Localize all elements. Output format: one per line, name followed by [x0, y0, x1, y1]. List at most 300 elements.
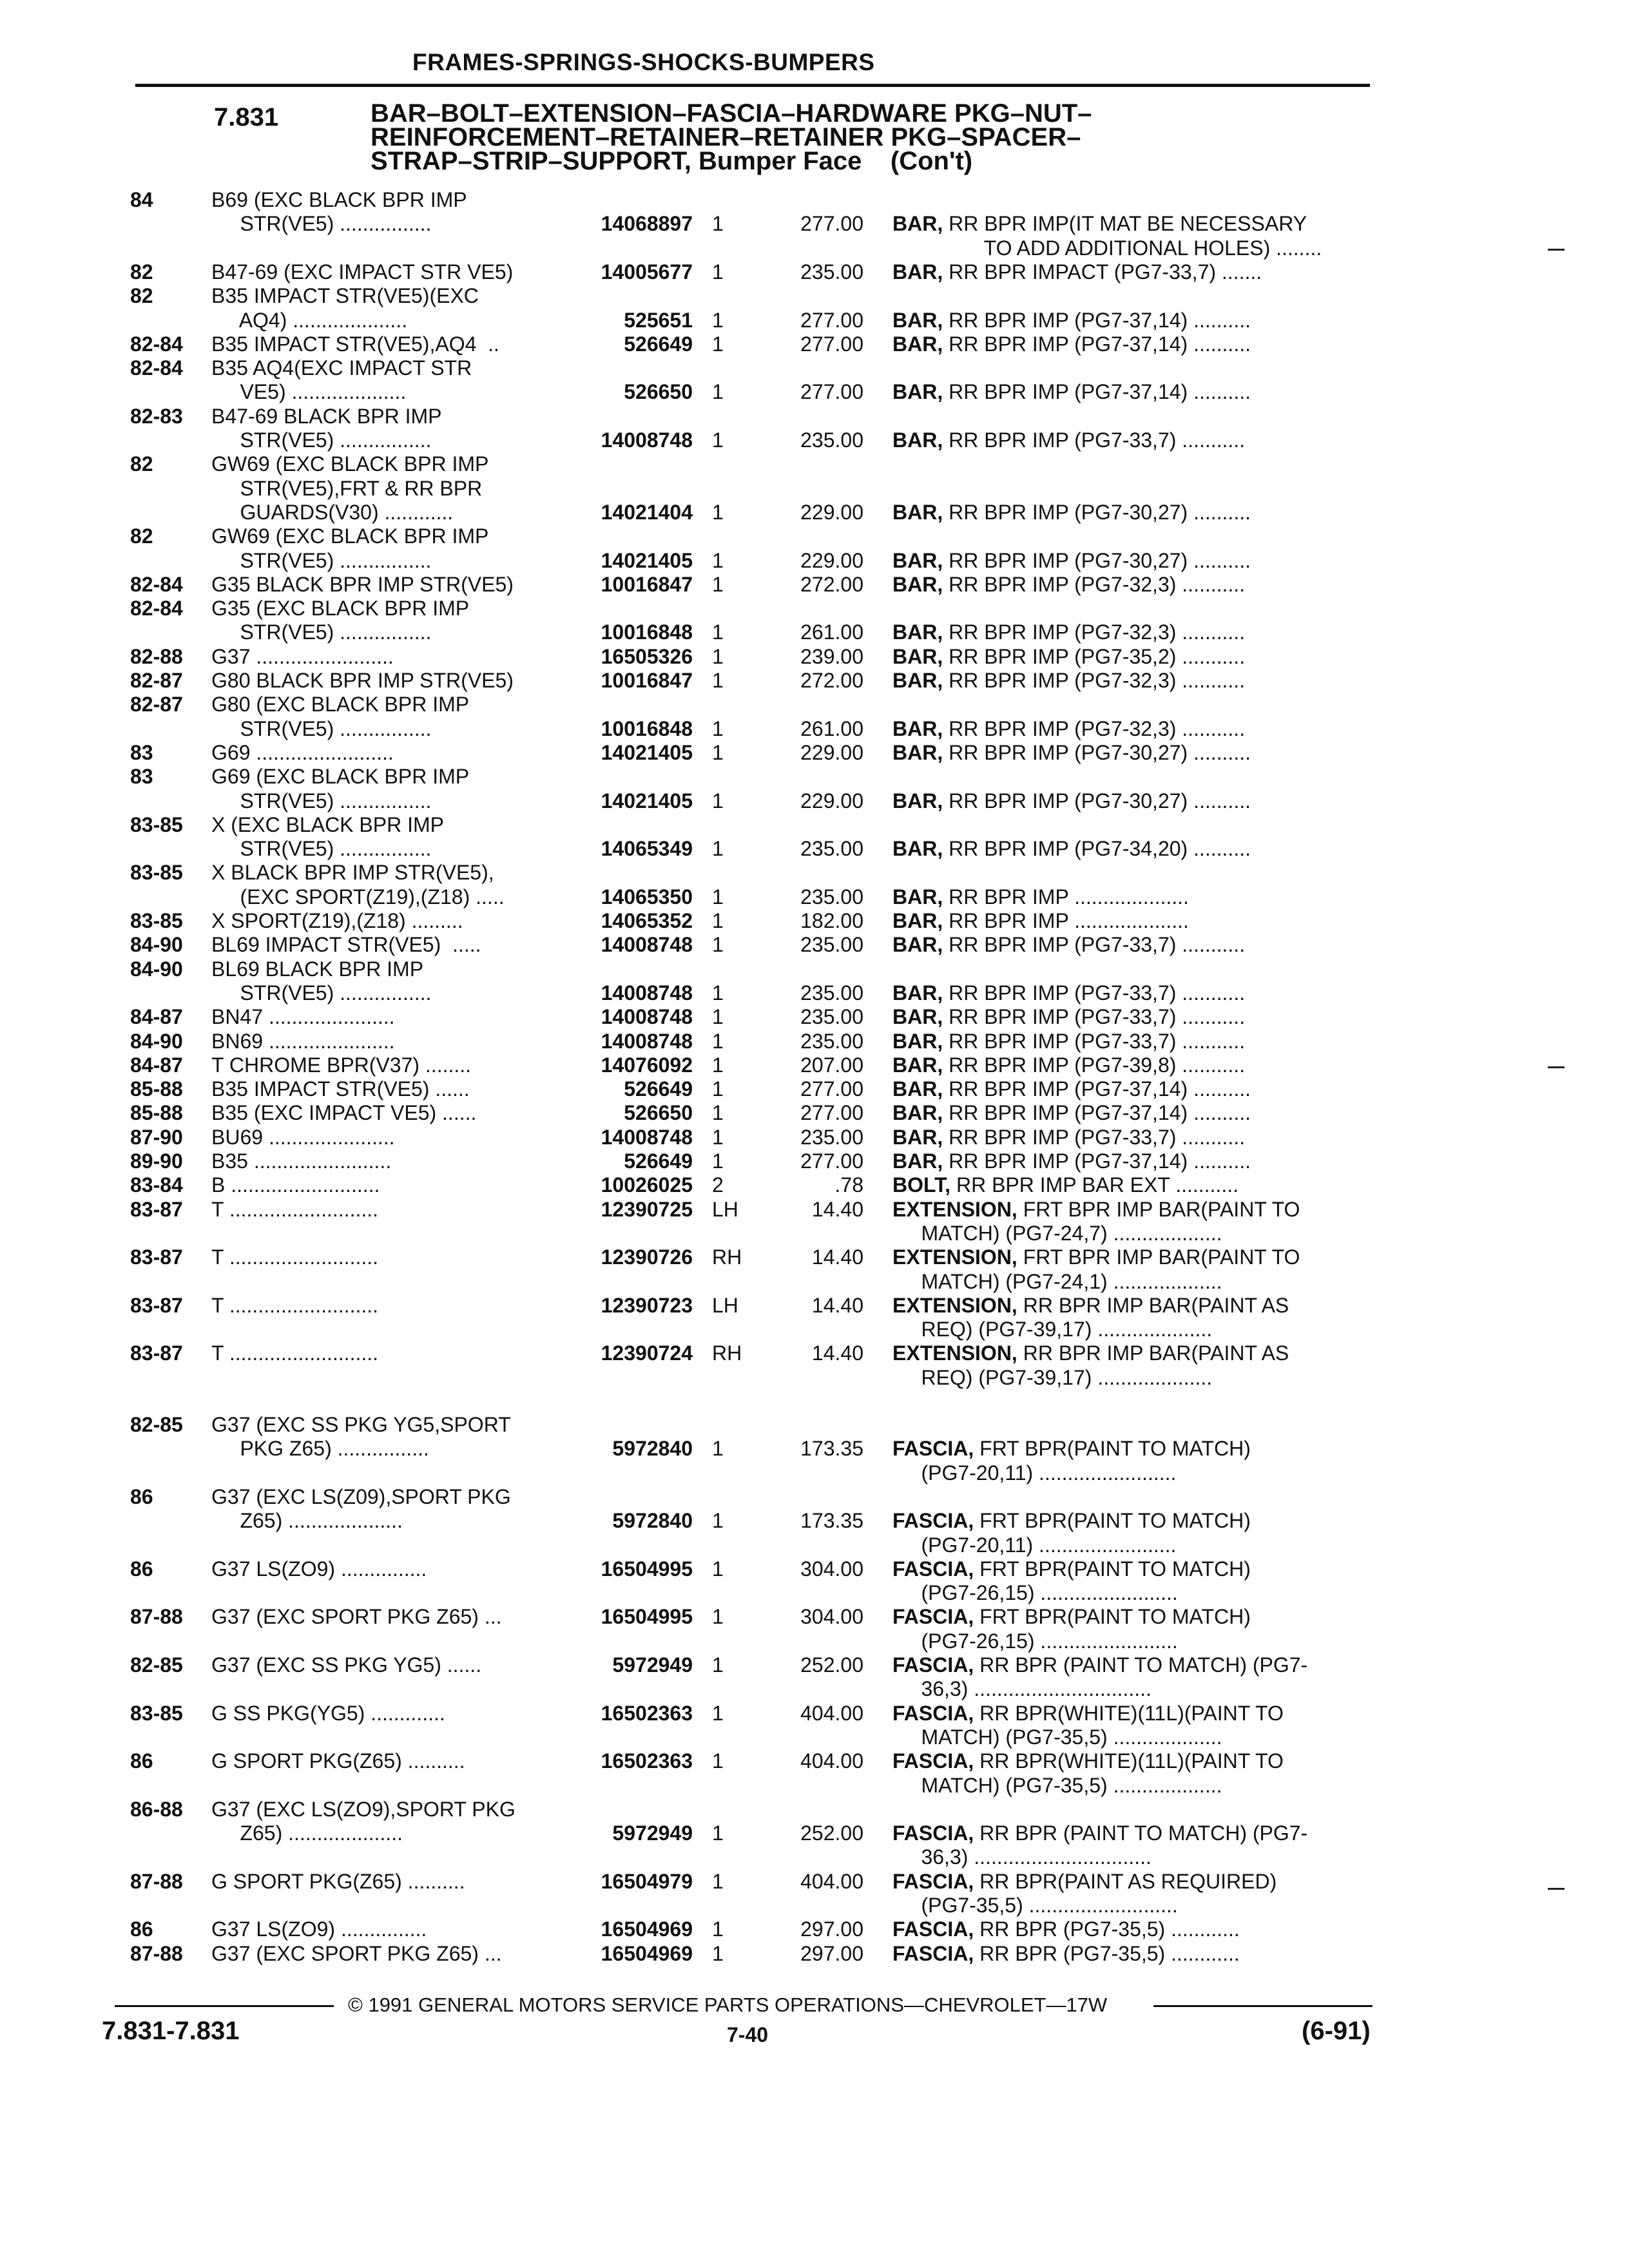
row-qty: 1 [712, 1077, 724, 1101]
row-price: 14.40 [811, 1197, 863, 1221]
row-pn: 16502363 [601, 1749, 693, 1773]
row-price: 252.00 [800, 1821, 863, 1845]
row-desc: BAR, RR BPR IMP (PG7-32,3) ........... [892, 669, 1246, 692]
row-pn: 12390726 [601, 1245, 693, 1269]
row-pn: 12390723 [601, 1293, 693, 1317]
row-yr: 87-88 [130, 1605, 183, 1629]
row-pn: 14021404 [601, 500, 693, 524]
row-price: 277.00 [800, 1101, 863, 1125]
row-desc: FASCIA, RR BPR (PG7-35,5) ............ [892, 1917, 1240, 1941]
row-pn: 14008748 [601, 933, 693, 957]
row-qty: 1 [712, 620, 724, 644]
row-pn: 10016848 [601, 716, 693, 740]
row-yr: 82-83 [130, 404, 183, 428]
row-model: STR(VE5) ................ [211, 789, 432, 812]
row-qty: 1 [712, 1869, 724, 1893]
margin-mark [1548, 249, 1565, 251]
row-pn: 14021405 [601, 740, 693, 764]
row-qty: 1 [712, 1821, 724, 1845]
row-price: 277.00 [800, 212, 863, 236]
row-qty: RH [712, 1245, 742, 1269]
row-desc: BAR, RR BPR IMP .................... [892, 909, 1189, 932]
row-yr: 86 [130, 1917, 153, 1941]
row-pn: 16502363 [601, 1701, 693, 1725]
row-model: B35 (EXC IMPACT VE5) ...... [211, 1101, 477, 1125]
row-desc: FASCIA, FRT BPR(PAINT TO MATCH) [892, 1605, 1251, 1629]
row-pn: 14076092 [601, 1053, 693, 1077]
row-model: STR(VE5),FRT & RR BPR [211, 476, 483, 500]
row-desc: EXTENSION, FRT BPR IMP BAR(PAINT TO [892, 1197, 1300, 1221]
row-model: AQ4) .................... [211, 308, 408, 332]
row-pn: 14021405 [601, 789, 693, 812]
row-model: BN47 ...................... [211, 1005, 395, 1029]
row-pn: 526650 [624, 380, 693, 404]
row-qty: 1 [712, 981, 724, 1004]
margin-mark [1548, 1066, 1565, 1068]
copyright-notice: © 1991 GENERAL MOTORS SERVICE PARTS OPERATIONS—CHEVROLET—17W [348, 1994, 1108, 2016]
row-price: 304.00 [800, 1557, 863, 1581]
row-model: BL69 IMPACT STR(VE5) ..... [211, 933, 481, 957]
row-pn: 14008748 [601, 1005, 693, 1029]
row-model: G SS PKG(YG5) ............. [211, 1701, 445, 1725]
row-price: 261.00 [800, 620, 863, 644]
row-model: G69 ........................ [211, 740, 394, 764]
row-qty: 1 [712, 428, 724, 452]
row-desc: BAR, RR BPR IMP (PG7-37,14) .......... [892, 1101, 1251, 1125]
row-model: GUARDS(V30) ............ [211, 500, 454, 524]
row-yr: 82 [130, 260, 153, 284]
row-price: 229.00 [800, 548, 863, 572]
row-pn: 14068897 [601, 212, 693, 236]
row-qty: RH [712, 1341, 742, 1365]
row-desc: (PG7-20,11) ........................ [892, 1533, 1177, 1557]
row-desc: BAR, RR BPR IMP (PG7-33,7) ........... [892, 428, 1246, 452]
row-desc: BAR, RR BPR IMP (PG7-37,14) .......... [892, 332, 1251, 356]
row-pn: 16504995 [601, 1557, 693, 1581]
row-desc: MATCH) (PG7-24,7) ................... [892, 1221, 1222, 1245]
row-yr: 83-85 [130, 812, 183, 836]
row-price: 277.00 [800, 1149, 863, 1173]
row-price: 252.00 [800, 1653, 863, 1677]
row-price: 173.35 [800, 1509, 863, 1533]
row-qty: 1 [712, 1509, 724, 1533]
row-yr: 82-88 [130, 644, 183, 668]
row-model: X (EXC BLACK BPR IMP [211, 812, 444, 836]
row-pn: 526649 [624, 1149, 693, 1173]
row-model: BN69 ...................... [211, 1029, 395, 1053]
row-yr: 82 [130, 524, 153, 548]
row-desc: BAR, RR BPR IMP (PG7-33,7) ........... [892, 1029, 1246, 1053]
row-price: 235.00 [800, 1029, 863, 1053]
row-yr: 83 [130, 740, 153, 764]
row-yr: 83-85 [130, 909, 183, 932]
row-model: G37 (EXC LS(ZO9),SPORT PKG [211, 1797, 516, 1821]
row-pn: 14065349 [601, 837, 693, 861]
row-yr: 83-87 [130, 1197, 183, 1221]
row-yr: 84-90 [130, 957, 183, 981]
row-yr: 83 [130, 765, 153, 789]
row-pn: 525651 [624, 308, 693, 332]
row-desc: REQ) (PG7-39,17) .................... [892, 1318, 1213, 1341]
row-desc: MATCH) (PG7-24,1) ................... [892, 1269, 1222, 1293]
row-price: 182.00 [800, 909, 863, 932]
row-desc: 36,3) ............................... [892, 1677, 1152, 1701]
row-model: (EXC SPORT(Z19),(Z18) ..... [211, 885, 505, 908]
section-number: 7.831 [214, 103, 279, 131]
row-model: G37 (EXC SS PKG YG5,SPORT [211, 1413, 511, 1436]
row-model: Z65) .................... [211, 1821, 403, 1845]
row-desc: (PG7-20,11) ........................ [892, 1461, 1177, 1485]
row-model: G69 (EXC BLACK BPR IMP [211, 765, 470, 789]
row-model: B35 IMPACT STR(VE5),AQ4 .. [211, 332, 499, 356]
row-price: 229.00 [800, 740, 863, 764]
row-desc: BOLT, RR BPR IMP BAR EXT ........... [892, 1173, 1239, 1197]
row-qty: 1 [712, 933, 724, 957]
row-yr: 85-88 [130, 1077, 183, 1101]
row-desc: FASCIA, RR BPR (PAINT TO MATCH) (PG7- [892, 1653, 1308, 1677]
row-desc: BAR, RR BPR IMP (PG7-33,7) ........... [892, 1005, 1246, 1029]
row-model: STR(VE5) ................ [211, 212, 432, 236]
row-pn: 10016848 [601, 620, 693, 644]
row-qty: 1 [712, 1701, 724, 1725]
row-model: G37 LS(ZO9) ............... [211, 1557, 427, 1581]
row-model: B35 IMPACT STR(VE5) ...... [211, 1077, 470, 1101]
row-price: 261.00 [800, 716, 863, 740]
row-yr: 83-84 [130, 1173, 183, 1197]
row-pn: 5972840 [612, 1437, 693, 1461]
footer-date: (6-91) [1302, 2017, 1371, 2045]
section-title [371, 99, 1092, 175]
row-yr: 82-84 [130, 572, 183, 596]
row-model: T CHROME BPR(V37) ........ [211, 1053, 472, 1077]
row-pn: 10026025 [601, 1173, 693, 1197]
row-price: 277.00 [800, 308, 863, 332]
row-qty: 1 [712, 1125, 724, 1149]
row-price: .78 [834, 1173, 863, 1197]
row-price: 297.00 [800, 1917, 863, 1941]
row-desc: FASCIA, RR BPR (PAINT TO MATCH) (PG7- [892, 1821, 1308, 1845]
row-pn: 16505326 [601, 644, 693, 668]
row-yr: 82 [130, 452, 153, 476]
row-model: G80 BLACK BPR IMP STR(VE5) [211, 669, 514, 692]
row-desc: FASCIA, FRT BPR(PAINT TO MATCH) [892, 1509, 1251, 1533]
row-model: X SPORT(Z19),(Z18) ......... [211, 909, 463, 932]
row-model: G35 BLACK BPR IMP STR(VE5) [211, 572, 514, 596]
row-pn: 12390724 [601, 1341, 693, 1365]
row-model: G80 (EXC BLACK BPR IMP [211, 693, 470, 716]
row-desc: FASCIA, FRT BPR(PAINT TO MATCH) [892, 1557, 1251, 1581]
row-desc: FASCIA, RR BPR(PAINT AS REQUIRED) [892, 1869, 1277, 1893]
row-yr: 87-88 [130, 1869, 183, 1893]
row-pn: 526649 [624, 332, 693, 356]
row-yr: 86 [130, 1557, 153, 1581]
row-desc: BAR, RR BPR IMP (PG7-30,27) .......... [892, 548, 1251, 572]
row-pn: 14005677 [601, 260, 693, 284]
row-qty: 1 [712, 1101, 724, 1125]
row-model: B35 IMPACT STR(VE5)(EXC [211, 284, 479, 308]
row-model: B47-69 (EXC IMPACT STR VE5) [211, 260, 514, 284]
row-yr: 86-88 [130, 1797, 183, 1821]
row-desc: BAR, RR BPR IMP (PG7-37,14) .......... [892, 1149, 1251, 1173]
row-price: 229.00 [800, 500, 863, 524]
row-desc: BAR, RR BPR IMP (PG7-30,27) .......... [892, 789, 1251, 812]
row-desc: (PG7-35,5) .......................... [892, 1894, 1178, 1917]
row-yr: 82 [130, 284, 153, 308]
row-model: VE5) .................... [211, 380, 407, 404]
row-price: 272.00 [800, 572, 863, 596]
row-desc: EXTENSION, RR BPR IMP BAR(PAINT AS [892, 1341, 1289, 1365]
row-desc: REQ) (PG7-39,17) .................... [892, 1365, 1213, 1389]
row-qty: 1 [712, 1653, 724, 1677]
row-model: G37 (EXC SS PKG YG5) ...... [211, 1653, 482, 1677]
row-qty: 1 [712, 740, 724, 764]
row-yr: 82-85 [130, 1653, 183, 1677]
row-qty: 1 [712, 380, 724, 404]
section-title-line-2: REINFORCEMENT–RETAINER–RETAINER PKG–SPACER– [371, 123, 1081, 151]
row-model: G35 (EXC BLACK BPR IMP [211, 597, 470, 620]
row-pn: 14065352 [601, 909, 693, 932]
footer-section-range: 7.831-7.831 [102, 2017, 240, 2045]
row-price: 235.00 [800, 260, 863, 284]
page-header-title: FRAMES-SPRINGS-SHOCKS-BUMPERS [412, 49, 875, 75]
row-pn: 12390725 [601, 1197, 693, 1221]
row-desc: (PG7-26,15) ........................ [892, 1629, 1178, 1653]
row-yr: 82-85 [130, 1413, 183, 1436]
row-pn: 14008748 [601, 428, 693, 452]
row-qty: 1 [712, 260, 724, 284]
row-pn: 5972949 [612, 1821, 693, 1845]
row-pn: 14008748 [601, 981, 693, 1004]
row-desc: BAR, RR BPR IMP (PG7-32,3) ........... [892, 572, 1246, 596]
row-price: 404.00 [800, 1749, 863, 1773]
row-qty: 1 [712, 1053, 724, 1077]
row-desc: FASCIA, RR BPR (PG7-35,5) ............ [892, 1941, 1240, 1965]
row-price: 235.00 [800, 428, 863, 452]
row-desc: BAR, RR BPR IMP (PG7-37,14) .......... [892, 308, 1251, 332]
row-price: 277.00 [800, 380, 863, 404]
row-pn: 16504969 [601, 1917, 693, 1941]
row-qty: 1 [712, 644, 724, 668]
row-yr: 86 [130, 1749, 153, 1773]
row-desc: MATCH) (PG7-35,5) ................... [892, 1773, 1222, 1797]
row-pn: 5972840 [612, 1509, 693, 1533]
row-yr: 89-90 [130, 1149, 183, 1173]
row-model: B35 AQ4(EXC IMPACT STR [211, 356, 472, 380]
row-price: 404.00 [800, 1701, 863, 1725]
row-pn: 16504969 [601, 1941, 693, 1965]
row-desc: BAR, RR BPR IMP (PG7-30,27) .......... [892, 500, 1251, 524]
row-model: STR(VE5) ................ [211, 548, 432, 572]
row-price: 277.00 [800, 1077, 863, 1101]
row-yr: 85-88 [130, 1101, 183, 1125]
row-yr: 83-87 [130, 1245, 183, 1269]
row-model: X BLACK BPR IMP STR(VE5), [211, 861, 494, 885]
row-model: G37 LS(ZO9) ............... [211, 1917, 427, 1941]
row-model: G37 (EXC LS(Z09),SPORT PKG [211, 1485, 511, 1508]
row-qty: 1 [712, 837, 724, 861]
row-pn: 16504979 [601, 1869, 693, 1893]
row-model: T .......................... [211, 1245, 379, 1269]
row-yr: 84-90 [130, 1029, 183, 1053]
row-model: STR(VE5) ................ [211, 981, 432, 1004]
row-desc: BAR, RR BPR IMP (PG7-34,20) .......... [892, 837, 1251, 861]
row-pn: 10016847 [601, 669, 693, 692]
row-price: 297.00 [800, 1941, 863, 1965]
row-qty: 1 [712, 1029, 724, 1053]
footer-rule-left [115, 2005, 334, 2007]
row-model: GW69 (EXC BLACK BPR IMP [211, 524, 489, 548]
row-desc: BAR, RR BPR IMP (PG7-33,7) ........... [892, 933, 1246, 957]
footer-rule-right [1153, 2005, 1373, 2007]
row-model: G SPORT PKG(Z65) .......... [211, 1749, 465, 1773]
row-desc: BAR, RR BPR IMP (PG7-33,7) ........... [892, 1125, 1246, 1149]
row-price: 235.00 [800, 933, 863, 957]
row-model: BU69 ...................... [211, 1125, 395, 1149]
row-qty: 1 [712, 1917, 724, 1941]
row-desc: BAR, RR BPR IMP(IT MAT BE NECESSARY [892, 212, 1307, 236]
row-pn: 5972949 [612, 1653, 693, 1677]
row-model: T .......................... [211, 1197, 379, 1221]
row-qty: 1 [712, 789, 724, 812]
row-yr: 84-87 [130, 1005, 183, 1029]
row-desc: FASCIA, RR BPR(WHITE)(11L)(PAINT TO [892, 1701, 1284, 1725]
row-desc: FASCIA, RR BPR(WHITE)(11L)(PAINT TO [892, 1749, 1284, 1773]
row-model: G SPORT PKG(Z65) .......... [211, 1869, 465, 1893]
row-yr: 82-87 [130, 669, 183, 692]
row-yr: 83-85 [130, 1701, 183, 1725]
row-model: STR(VE5) ................ [211, 716, 432, 740]
row-qty: 1 [712, 1557, 724, 1581]
row-yr: 82-84 [130, 332, 183, 356]
row-price: 304.00 [800, 1605, 863, 1629]
row-model: PKG Z65) ................ [211, 1437, 429, 1461]
row-price: 235.00 [800, 837, 863, 861]
row-desc: BAR, RR BPR IMP (PG7-39,8) ........... [892, 1053, 1246, 1077]
row-desc: EXTENSION, RR BPR IMP BAR(PAINT AS [892, 1293, 1289, 1317]
row-price: 229.00 [800, 789, 863, 812]
row-model: B69 (EXC BLACK BPR IMP [211, 188, 467, 211]
row-qty: 1 [712, 500, 724, 524]
row-yr: 84-87 [130, 1053, 183, 1077]
row-price: 14.40 [811, 1341, 863, 1365]
row-model: B .......................... [211, 1173, 380, 1197]
row-pn: 14021405 [601, 548, 693, 572]
row-model: STR(VE5) ................ [211, 837, 432, 861]
row-desc: BAR, RR BPR IMP (PG7-37,14) .......... [892, 380, 1251, 404]
row-desc: FASCIA, FRT BPR(PAINT TO MATCH) [892, 1437, 1251, 1461]
row-desc: BAR, RR BPR IMP (PG7-33,7) ........... [892, 981, 1246, 1004]
row-yr: 82-87 [130, 693, 183, 716]
header-rule [135, 84, 1370, 87]
row-model: BL69 BLACK BPR IMP [211, 957, 424, 981]
row-yr: 86 [130, 1485, 153, 1508]
row-model: G37 (EXC SPORT PKG Z65) ... [211, 1605, 502, 1629]
row-yr: 82-84 [130, 356, 183, 380]
row-pn: 526649 [624, 1077, 693, 1101]
row-qty: 1 [712, 1605, 724, 1629]
row-qty: 1 [712, 548, 724, 572]
row-model: G37 (EXC SPORT PKG Z65) ... [211, 1941, 502, 1965]
row-pn: 14008748 [601, 1029, 693, 1053]
row-price: 404.00 [800, 1869, 863, 1893]
row-desc: TO ADD ADDITIONAL HOLES) ........ [892, 236, 1322, 260]
row-desc: BAR, RR BPR IMP (PG7-35,2) ........... [892, 644, 1246, 668]
row-desc: EXTENSION, FRT BPR IMP BAR(PAINT TO [892, 1245, 1300, 1269]
row-model: G37 ........................ [211, 644, 394, 668]
row-qty: 1 [712, 332, 724, 356]
row-price: 173.35 [800, 1437, 863, 1461]
row-desc: MATCH) (PG7-35,5) ................... [892, 1725, 1222, 1749]
row-price: 235.00 [800, 981, 863, 1004]
margin-mark [1548, 1888, 1565, 1890]
row-qty: 1 [712, 885, 724, 908]
row-yr: 83-87 [130, 1341, 183, 1365]
row-yr: 84 [130, 188, 153, 211]
row-model: GW69 (EXC BLACK BPR IMP [211, 452, 489, 476]
row-price: 277.00 [800, 332, 863, 356]
row-desc: BAR, RR BPR IMP (PG7-37,14) .......... [892, 1077, 1251, 1101]
row-desc: (PG7-26,15) ........................ [892, 1581, 1178, 1605]
row-model: B47-69 BLACK BPR IMP [211, 404, 442, 428]
row-qty: 1 [712, 1437, 724, 1461]
row-qty: LH [712, 1197, 738, 1221]
row-qty: 1 [712, 308, 724, 332]
row-qty: LH [712, 1293, 738, 1317]
row-yr: 83-85 [130, 861, 183, 885]
row-pn: 14065350 [601, 885, 693, 908]
row-yr: 84-90 [130, 933, 183, 957]
row-yr: 87-90 [130, 1125, 183, 1149]
row-price: 14.40 [811, 1293, 863, 1317]
row-desc: BAR, RR BPR IMP (PG7-32,3) ........... [892, 620, 1246, 644]
row-yr: 87-88 [130, 1941, 183, 1965]
row-qty: 1 [712, 1941, 724, 1965]
row-model: T .......................... [211, 1341, 379, 1365]
row-pn: 526650 [624, 1101, 693, 1125]
row-price: 235.00 [800, 1005, 863, 1029]
row-qty: 2 [712, 1173, 724, 1197]
row-pn: 14008748 [601, 1125, 693, 1149]
row-qty: 1 [712, 716, 724, 740]
row-price: 207.00 [800, 1053, 863, 1077]
row-price: 235.00 [800, 885, 863, 908]
footer-page-number: 7-40 [727, 2023, 769, 2046]
row-price: 235.00 [800, 1125, 863, 1149]
row-model: T .......................... [211, 1293, 379, 1317]
row-model: B35 ........................ [211, 1149, 392, 1173]
row-price: 272.00 [800, 669, 863, 692]
row-desc: BAR, RR BPR IMPACT (PG7-33,7) ....... [892, 260, 1262, 284]
row-desc: 36,3) ............................... [892, 1845, 1152, 1869]
row-qty: 1 [712, 212, 724, 236]
row-price: 14.40 [811, 1245, 863, 1269]
row-model: STR(VE5) ................ [211, 620, 432, 644]
row-desc: BAR, RR BPR IMP .................... [892, 885, 1189, 908]
row-yr: 82-84 [130, 597, 183, 620]
row-yr: 83-87 [130, 1293, 183, 1317]
row-qty: 1 [712, 669, 724, 692]
row-qty: 1 [712, 1005, 724, 1029]
row-desc: BAR, RR BPR IMP (PG7-30,27) .......... [892, 740, 1251, 764]
row-desc: BAR, RR BPR IMP (PG7-32,3) ........... [892, 716, 1246, 740]
row-price: 239.00 [800, 644, 863, 668]
section-title-line-1: BAR–BOLT–EXTENSION–FASCIA–HARDWARE PKG–NUT– [371, 99, 1092, 128]
row-qty: 1 [712, 909, 724, 932]
row-model: Z65) .................... [211, 1509, 403, 1533]
row-qty: 1 [712, 1749, 724, 1773]
row-model: STR(VE5) ................ [211, 428, 432, 452]
row-pn: 10016847 [601, 572, 693, 596]
